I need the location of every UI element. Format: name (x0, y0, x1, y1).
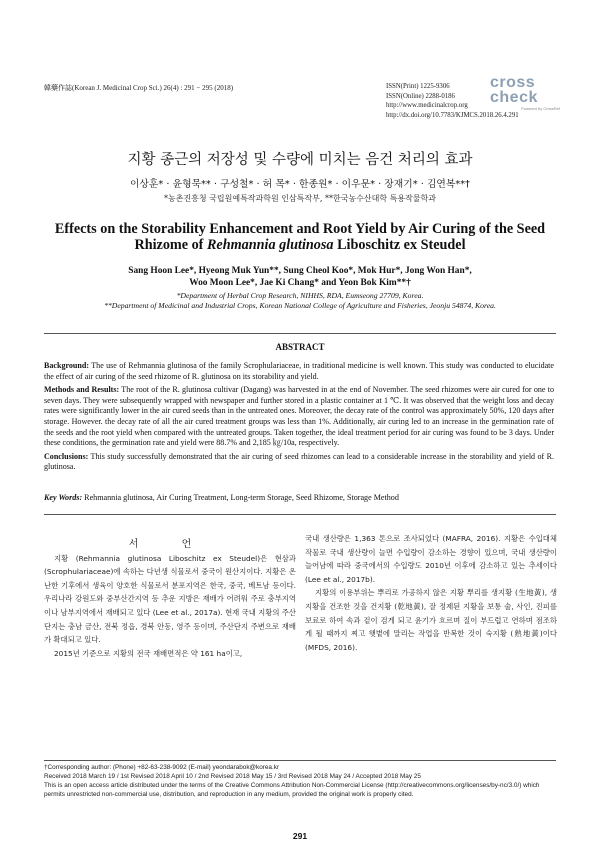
abstract-background (44, 361, 554, 382)
paragraph: 국내 생산량은 1,363 톤으로 조사되었다 (MAFRA, 2016). 지황은 수입대체 작물로 국내 생산량이 늘면 수입량이 감소하는 경향이 있으며, 국내 생산량이 늘어남에 따라 중국에서의 수입량도 2010년 이후에 감소하고 있는 추세이다 (Lee et al., 2017b). (305, 534, 557, 584)
license-text: This is an open access article distributed under the terms of the Creative Commons Attribution Non-Commercial License (http://creativecommons.org/licenses/by-nc/3.0/) which permits unrestricted non-commercial use, distribution, and reproduction in any medium, provided the original work is properly cited. (44, 781, 540, 798)
english-title-line2 (40, 237, 560, 253)
affiliation-line1: *Department of Herbal Crop Research, NIHHS, RDA, Eumseong 27709, Korea. (176, 291, 424, 300)
affiliation-line2: **Department of Medicinal and Industrial Crops, Korean National College of Agriculture and Fisheries, Jeonju 54874, Korea. (104, 301, 496, 310)
abstract-text: This study successfully demonstrated that the air curing of seed rhizomes can lead to a considerable increase in the storability and yield of R. glutinosa. (44, 451, 554, 472)
abstract-methods (44, 385, 554, 449)
abstract-label: Methods and Results: (44, 385, 120, 395)
issn-online: ISSN(Online) 2288-0186 (386, 92, 455, 100)
crossmark-logo[interactable] (490, 75, 560, 109)
abstract-label: Background: (44, 361, 90, 370)
keywords-label: Key Words: (44, 493, 83, 502)
footnote (44, 764, 556, 800)
body-column-left (44, 538, 296, 660)
paragraph: 2015년 기준으로 지황의 전국 재배면적은 약 161 ha이고, (54, 648, 243, 658)
crossmark-sub-text: Powered by CrossRef (521, 106, 560, 111)
article-dates: Received 2018 March 19 / 1st Revised 2018 April 10 / 2nd Revised 2018 May 15 / 3rd Revised 2018 May 24 / Accepted 2018 May 25 (44, 772, 421, 780)
korean-authors: 이상훈* · 윤형묵** · 구성철* · 허 목* · 한종원* · 이우문* · 장재기* · 김연복**† (129, 179, 471, 190)
abstract-conclusions (44, 452, 554, 473)
abstract-body (44, 361, 554, 476)
abstract-text: The root of the R. glutinosa cultivar (Dagang) was harvested in at the end of November. The seed rhizomes were air cured for one to seven days. They were subsequently wrapped with newspaper and further stored in a plastic container at 1 ℃. It was observed that the weight loss and decay rates were significantly lower in the air cured seeds than in the untreated ones. Moreover, the decay rate of the control was approximately 50%, 120 days after storage. However. the decay rate of all the air cured treatment groups was less than 1%. Additionally, air curing led to an increase in the germination rate of the seeds and the root yield when compared with the untreated groups. Taken together, the ideal treatment period for air curing was found to be 3 days. Under these conditions, the germination rate and yield were 88.7% and 2,185 ㎏/10a, respectively. (44, 385, 554, 448)
corresponding-author: †Corresponding author: (Phone) +82-63-238-9092 (E-mail) yeondarabok@korea.kr (44, 764, 280, 771)
title-fragment: Liboschitz ex Steudel (333, 237, 466, 253)
divider (44, 333, 556, 334)
paragraph: 지황의 이용부위는 뿌리로 가공하지 않은 지황 뿌리를 생지황 (生地黃), 생지황을 건조한 것을 건지황 (乾地黃), 잘 정제된 지황을 보통 술, 사인, 진피를 보료로 하여 속과 겉이 검게 되고 윤기가 흐르며 질이 부드럽고 연하며 점조하게 될 때까지 찌고 햇볕에 말리는 작업을 반복한 것이 숙지황 (熟地黃)이다 (MFDS, 2016). (305, 588, 557, 652)
title-species: Rehmannia glutinosa (206, 237, 334, 253)
divider (44, 514, 556, 515)
abstract-heading: ABSTRACT (275, 342, 325, 352)
crossmark-bottom-text: check (490, 89, 538, 106)
abstract-text: The use of Rehmannia glutinosa of the family Scrophulariaceae, in traditional medicine is well known. This study was conducted to elucidate the effect of air curing of the seed rhizome of R. glutinosa on its storability and yield. (44, 361, 554, 381)
english-title (40, 221, 560, 253)
section-heading: 서 언 (128, 539, 212, 550)
footnote-divider (44, 760, 556, 761)
korean-title: 지황 종근의 저장성 및 수량에 미치는 음건 처리의 효과 (127, 152, 473, 168)
page-number: 291 (292, 831, 308, 841)
issn-print: ISSN(Print) 1225-9306 (386, 83, 450, 90)
title-fragment: Rhizome of (134, 237, 207, 253)
keywords-text: Rehmannia glutinosa, Air Curing Treatment, Long-term Storage, Seed Rhizome, Storage Method (82, 493, 399, 502)
english-authors (40, 265, 560, 289)
paragraph: 지황 (Rehmannia glutinosa Liboschitz ex Steudel)은 현삼과 (Scrophulariaceae)에 속하는 다년생 식물로서 중국이 원산지이다. 지황은 온난한 기후에서 생육이 양호한 식물로서 분포지역은 한국, 중국, 베트남 등이다. 우리나라 강원도와 중부산간지역 등 추운 지방은 재배가 어려워 주로 충부지역이나 남부지역에서 재배되고 있다 (Lee et al., 2017a). 현재 국내 지황의 주산단지는 충남 금산, 전북 정읍, 경북 안동, 영주 등이며, 주산단지 주변으로 재배가 확대되고 있다. (44, 553, 296, 645)
body-column-right (305, 532, 557, 654)
journal-citation: 韓藥作誌(Korean J. Medicinal Crop Sci.) 26(4) : 291 − 295 (2018) (44, 84, 234, 92)
crossmark-top-text: cross (490, 74, 536, 91)
authors-line2: Woo Moon Lee*, Jae Ki Chang* and Yeon Bok Kim**† (189, 278, 411, 288)
doi-link[interactable]: http://dx.doi.org/10.7783/KJMCS.2018.26.4.291 (386, 111, 519, 119)
journal-url[interactable]: http://www.medicinalcrop.org (386, 102, 468, 110)
korean-affiliation: *농촌진흥청 국립원예특작과학원 인삼특작부, **한국농수산대학 특용작물학과 (163, 194, 436, 203)
keywords (44, 493, 554, 502)
abstract-label: Conclusions: (44, 451, 89, 461)
english-affiliation (30, 291, 570, 311)
english-title-line1: Effects on the Storability Enhancement and Root Yield by Air Curing of the Seed (54, 221, 546, 237)
authors-line1: Sang Hoon Lee*, Hyeong Muk Yun**, Sung Cheol Koo*, Mok Hur*, Jong Won Han*, (128, 266, 472, 276)
